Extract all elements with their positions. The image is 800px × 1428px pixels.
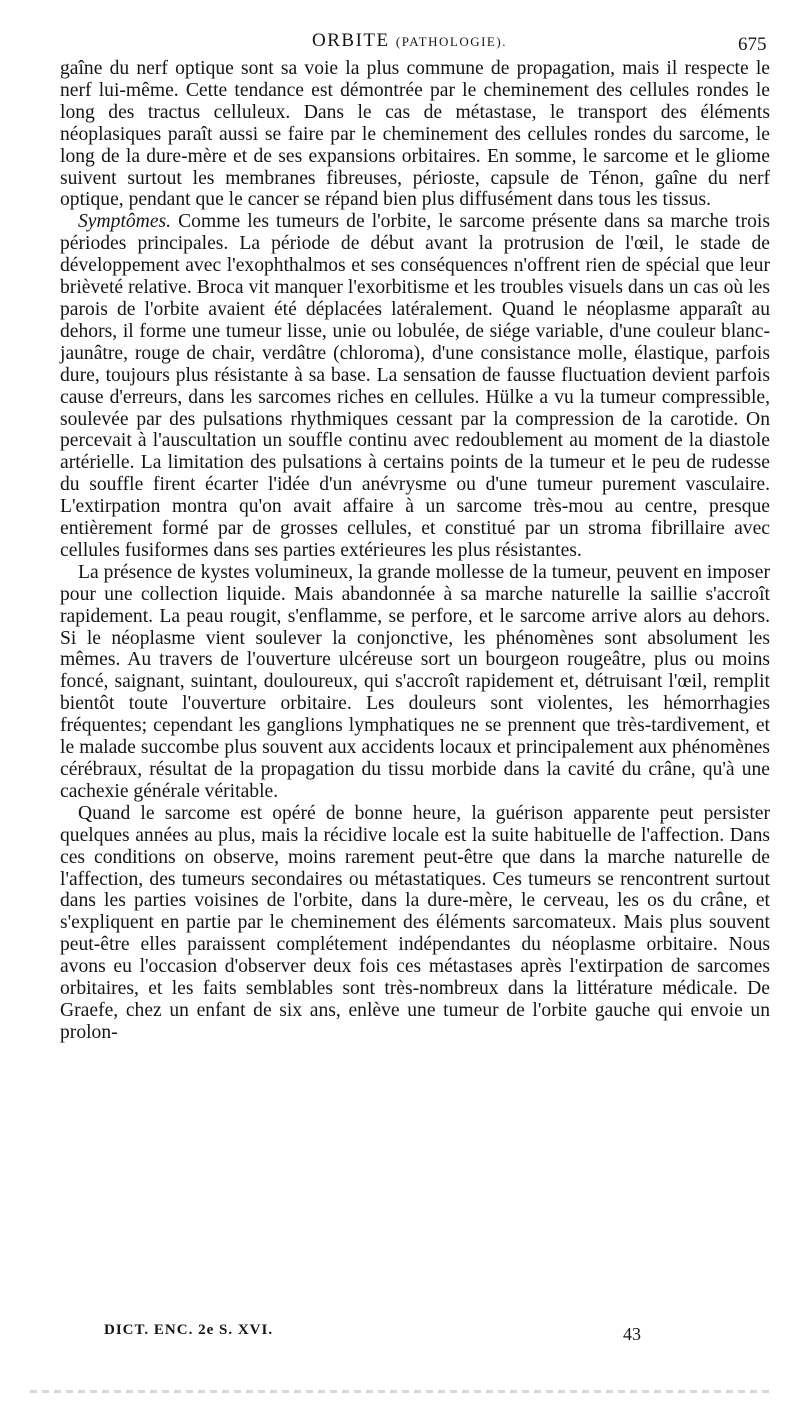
header-subtitle: (PATHOLOGIE). <box>395 34 507 49</box>
running-title <box>312 30 507 52</box>
paragraph-2 <box>60 211 770 562</box>
paragraph-3 <box>60 562 770 803</box>
paragraph-1 <box>60 58 770 211</box>
show-through-line <box>30 1390 770 1393</box>
body-text <box>60 58 770 1044</box>
running-header <box>0 30 800 60</box>
paragraph-1-text: gaîne du nerf optique sont sa voie la plus commune de propagation, mais il respecte le nerf lui-même. Cette tendance est démontrée par le cheminement des cellules rondes le long des tractus celluleux. Dans le cas de métastase, le transport des éléments néoplasiques paraît aussi se faire par le cheminement des cellules rondes du sarcome, le long de la dure-mère et de ses expansions orbitaires. En somme, le sarcome et le gliome suivent surtout les membranes fibreuses, périoste, capsule de Ténon, gaîne du nerf optique, pendant que le cancer se répand bien plus diffusément dans tous les tissus. <box>60 58 770 211</box>
page-number: 675 <box>738 34 767 55</box>
paragraph-2-text: Comme les tumeurs de l'orbite, le sarcome présente dans sa marche trois périodes principales. La période de début avant la protrusion de l'œil, le stade de développement avec l'exophthalmos et ses conséquences n'offrent rien de spécial que leur brièveté relative. Broca vit manquer l'exorbitisme et les troubles visuels dans un cas où les parois de l'orbite avaient été déplacées latéralement. Quand le néoplasme apparaît au dehors, il forme une tumeur lisse, unie ou lobulée, de siége variable, d'une couleur blanc-jaunâtre, rouge de chair, verdâtre (chloroma), d'une consistance molle, élastique, parfois dure, toujours plus résistante à sa base. La sensation de fausse fluctuation devient parfois cause d'erreurs, dans les sarcomes riches en cellules. Hülke a vu la tumeur compressible, soulevée par des pulsations rhythmiques cessant par la compression de la carotide. On percevait à l'auscultation un souffle continu avec redoublement au moment de la diastole artérielle. La limitation des pulsations à certains points de la tumeur et le peu de rudesse du souffle firent écarter l'idée d'un anévrysme ou d'une tumeur purement vasculaire. L'extirpation montra qu'on avait affaire à un sarcome très-mou au centre, presque entièrement formé par de grosses cellules, et constitué par un stroma fibrillaire avec cellules fusiformes dans ses parties extérieures les plus résistantes. <box>60 211 770 561</box>
header-title: ORBITE <box>312 30 390 51</box>
paragraph-4-text: Quand le sarcome est opéré de bonne heure, la guérison apparente peut persister quelques années au plus, mais la récidive locale est la suite habituelle de l'affection. Dans ces conditions on observe, moins rarement peut-être que dans la marche naturelle de l'affection, des tumeurs secondaires ou métastatiques. Ces tumeurs se rencontrent surtout dans les parties voisines de l'orbite, dans la dure-mère, le cerveau, les os du crâne, et s'expliquent en partie par le cheminement des éléments sarcomateux. Mais plus souvent peut-être elles paraissent complétement indépendantes du néoplasme orbitaire. Nous avons eu l'occasion d'observer deux fois ces métastases après l'extirpation de sarcomes orbitaires, et les faits semblables sont très-nombreux dans la littérature médicale. De Graefe, chez un enfant de six ans, enlève une tumeur de l'orbite gauche qui envoie un prolon- <box>60 802 770 1043</box>
section-lead-in-symptomes: Symptômes. <box>78 211 172 233</box>
sheet-number: 43 <box>623 1324 641 1344</box>
paragraph-4 <box>60 803 770 1044</box>
printer-signature: DICT. ENC. 2e S. XVI. <box>104 1322 274 1338</box>
page-footer <box>0 1322 800 1352</box>
paragraph-3-text: La présence de kystes volumineux, la grande mollesse de la tumeur, peuvent en imposer pour une collection liquide. Mais abandonnée à sa marche naturelle la saillie s'accroît rapidement. La peau rougit, s'enflamme, se perfore, et le sarcome arrive alors au dehors. Si le néoplasme vient soulever la conjonctive, les phénomènes sont absolument les mêmes. Au travers de l'ouverture ulcéreuse sort un bourgeon rougeâtre, plus ou moins foncé, saignant, suintant, douloureux, qui s'accroît rapidement et, détruisant l'œil, remplit bientôt toute l'ouverture orbitaire. Les douleurs sont violentes, les hémorrhagies fréquentes; cependant les ganglions lymphatiques ne se prennent que très-tardivement, et le malade succombe plus souvent aux accidents locaux et principalement aux phénomènes cérébraux, résultat de la propagation du tissu morbide dans la cavité du crâne, qu'à une cachexie générale véritable. <box>60 561 770 802</box>
